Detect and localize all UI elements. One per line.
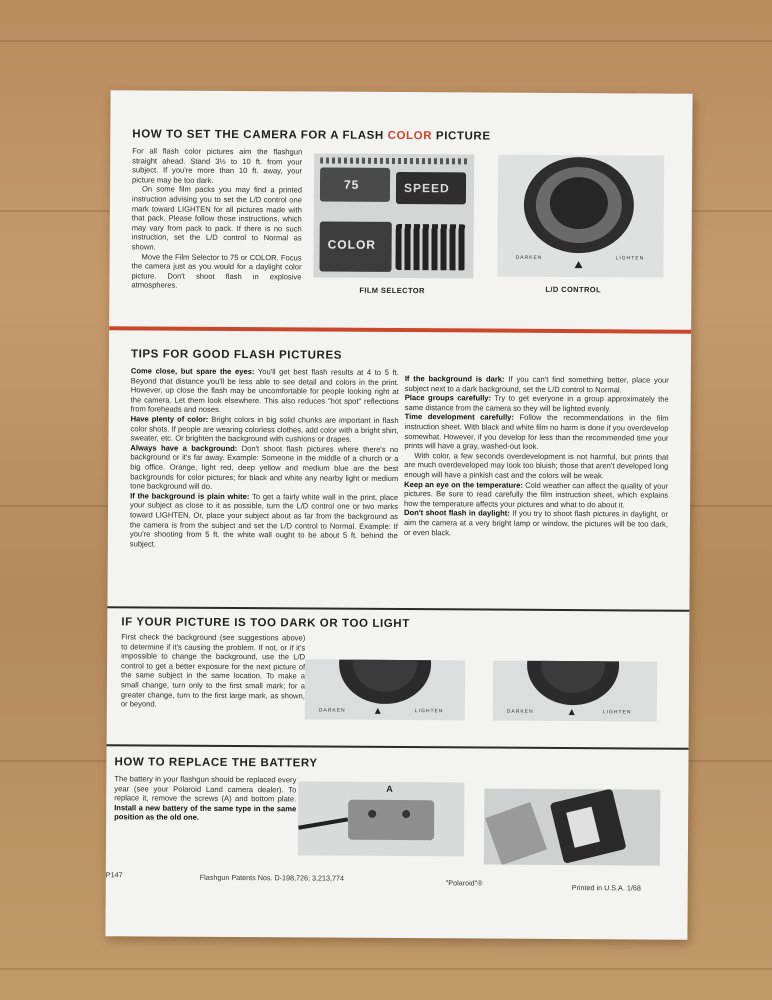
- screw-icon: [368, 810, 376, 818]
- section-divider: [109, 326, 691, 334]
- too-dark-instructions: First check the background (see suggestions above) to determine if it's causing the problem. If not, or if it's impossible to change the background, use the L/D control to get a better exposure for the next picture of the same subject in the same location. To make a small change, turn only to the first small mark; for a greater change, turn to the first large mark, as shown, or beyond.: [120, 632, 306, 709]
- darken-label: DARKEN: [515, 254, 543, 261]
- pointer-icon: [375, 708, 381, 714]
- tip: [405, 393, 669, 414]
- tip-text: Try to get everyone in a group approximately the same distance from the camera so they will be lighted evenly.: [404, 393, 669, 414]
- tip-text: If you can't find something better, place your subject next to a dark background, set the L/D control to Normal.: [404, 374, 669, 394]
- cable: [298, 817, 348, 829]
- tip: [130, 414, 398, 444]
- selector-color-label: COLOR: [327, 237, 377, 252]
- selector-plate: [320, 168, 390, 202]
- label-a: A: [386, 783, 393, 794]
- tips-left-column: [130, 366, 399, 550]
- darken-label: DARKEN: [506, 708, 534, 715]
- pointer-icon: [575, 261, 583, 268]
- tip: [404, 412, 668, 452]
- ld-control-caption: L/D CONTROL: [545, 284, 602, 295]
- section-divider: [107, 744, 689, 750]
- paragraph: For all flash color pictures aim the flashgun straight ahead. Stand 3½ to 10 ft. from your subject. If you're more than 10 ft. away, your picture may be too dark.: [132, 146, 303, 185]
- wood-grain: [0, 968, 772, 970]
- lens-core: [550, 177, 608, 229]
- title-text: HOW TO SET THE CAMERA FOR A FLASH: [132, 128, 388, 142]
- tip-text: Follow the recommendations in the film instruction sheet. With black and white film no harm is done if you overdevelop somewhat. However, if you develop for less than the recommended time your prints will have a gray, washed-out look.: [404, 413, 669, 452]
- tip: [404, 508, 668, 538]
- tip-lead: If the background is plain white:: [130, 491, 250, 501]
- printed-line: Printed in U.S.A. 1/68: [571, 883, 641, 893]
- tip: With color, a few seconds overdevelopment is not harmful, but prints that are much overdeveloped may look too bluish; those that aren't developed long enough will have a pinkish cast and the colors will be weak.: [404, 450, 669, 481]
- selector-plate: [319, 222, 391, 272]
- screw-icon: [402, 810, 410, 818]
- ld-darken-example-photo: [305, 659, 465, 720]
- title-color-word: COLOR: [387, 129, 433, 143]
- selector-75-label: 75: [343, 177, 360, 192]
- tip-lead: Have plenty of color:: [130, 414, 209, 424]
- film-selector-caption: FILM SELECTOR: [359, 285, 425, 296]
- tips-right-column: [404, 374, 669, 539]
- tip: [404, 480, 668, 510]
- battery-screws-photo: [298, 781, 464, 856]
- lighten-label: LIGHTEN: [602, 709, 632, 716]
- tip-lead: Keep an eye on the temperature:: [404, 479, 523, 490]
- tip-lead: Don't shoot flash in daylight:: [403, 508, 510, 518]
- section-divider: [107, 606, 689, 612]
- section-title-flash-color: [132, 128, 490, 142]
- tip-lead: If the background is dark:: [404, 374, 505, 384]
- paragraph: Move the Film Selector to 75 or COLOR. Focus the camera just as you would for a daylight color picture. Don't shoot flash in explosive atmospheres.: [131, 251, 302, 290]
- section-title-too-dark: IF YOUR PICTURE IS TOO DARK OR TOO LIGHT: [121, 616, 410, 631]
- ld-control-photo: [497, 155, 664, 278]
- instruction-sheet: [105, 90, 692, 940]
- tip-lead: Place groups carefully:: [404, 393, 492, 403]
- lighten-label: LIGHTEN: [615, 255, 645, 262]
- tip-text: You'll get best flash results at 4 to 5 ft. Beyond that distance you'll be less able to see detail and colors in the print. However, up close the flash may be uncomfortable for people looking right at the camera. Let them look elsewhere. This also reduces "hot spot" reflections from foreheads and noses.: [130, 367, 399, 415]
- ld-lighten-example-photo: [493, 661, 657, 722]
- patents-line: Flashgun Patents Nos. D-198,726; 3,213,774: [199, 872, 345, 883]
- battery-bold-text: Install a new battery of the same type in the same position as the old one.: [114, 803, 297, 823]
- tip-lead: Come close, but spare the eyes:: [130, 366, 255, 377]
- tip-text: If you try to shoot flash pictures in daylight, or aim the camera at a very bright lamp or window, the pictures will be too dark, or even black.: [403, 508, 669, 537]
- battery-text: The battery in your flashgun should be replaced every year (see your Polaroid Land camera dealer). To replace it, remove the screws (A) and bottom plate.: [114, 774, 297, 804]
- title-text: PICTURE: [432, 130, 491, 143]
- section-title-battery: HOW TO REPLACE THE BATTERY: [114, 756, 318, 770]
- section-title-tips: TIPS FOR GOOD FLASH PICTURES: [130, 348, 343, 362]
- bottom-plate: [485, 802, 547, 865]
- selector-ridges: [320, 158, 468, 165]
- wood-grain: [0, 40, 772, 42]
- paragraph: On some film packs you may find a printed instruction advising you to set the L/D control one mark toward LIGHTEN for all pictures made with that pack. Please follow those instructions, which may vary from pack to pack. If there is no such instruction, set the L/D control to Normal as shown.: [131, 184, 303, 252]
- tip-text: Don't shoot flash pictures where there's no background or it's far away. Example: Someone in the middle of a church or a big office. Orange, light red, deep yellow and medium blue are the best backgrounds for color pictures; for black and white any nearby light or medium tone background will do.: [130, 443, 399, 491]
- tip: [130, 443, 398, 493]
- lighten-label: LIGHTEN: [414, 708, 444, 715]
- selector-plate: [396, 172, 466, 204]
- tip-text: To get a fairly white wall in the print, place your subject as close to it as possible, turn the L/D control one or two marks toward LIGHTEN. Or, place your subject about as far from the background as the camera is from the subject and set the L/D control to Normal. Example: If you're shooting from 5 ft. the white wall ought to be about 5 ft. behind the subject.: [129, 491, 399, 549]
- tip-text: Cold weather can affect the quality of your pictures. Be sure to read carefully the film instruction sheet, which explains how the temperature affects your pictures and what to do about it.: [404, 480, 669, 510]
- tip: [130, 491, 398, 550]
- tip-lead: Time development carefully:: [404, 412, 514, 423]
- flashgun-body: [348, 800, 434, 841]
- battery-instructions: [114, 774, 296, 823]
- pointer-icon: [569, 709, 575, 715]
- flash-color-instructions: [131, 146, 302, 291]
- darken-label: DARKEN: [318, 707, 346, 714]
- brand-mark: "Polaroid"®: [445, 878, 483, 888]
- tip-text: Bright colors in big solid chunks are important in flash color shots. If people are wearing colorless clothes, add color with a bright shirt, sweater, etc. Or brighten the background with cushions or drapes.: [130, 414, 399, 444]
- form-code: P147: [105, 870, 123, 880]
- tip: [131, 366, 399, 416]
- tip: [405, 374, 669, 395]
- film-selector-photo: [313, 153, 474, 278]
- selector-speed-label: SPEED: [403, 181, 450, 196]
- selector-slider: [395, 224, 465, 270]
- battery-open-photo: [484, 789, 660, 866]
- tip-lead: Always have a background:: [130, 443, 238, 453]
